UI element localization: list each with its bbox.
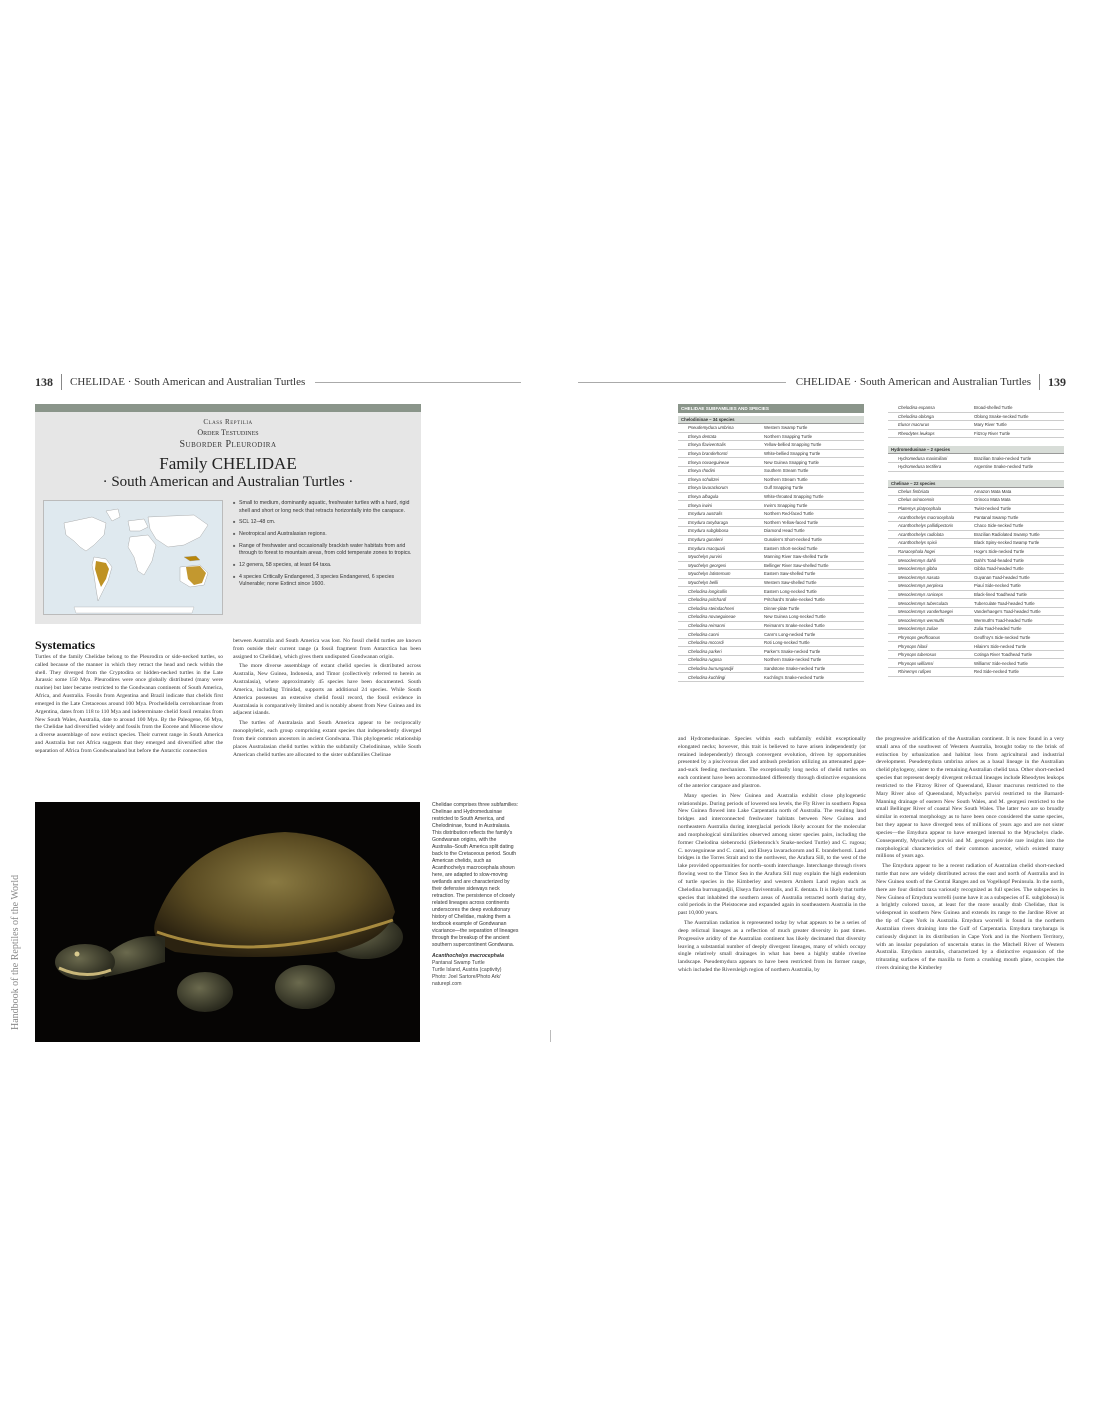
map-africa: [128, 535, 156, 575]
fact-item: ■ Small to medium, dominantly aquatic, freshwater turtles with a hard, rigid shell and short or long neck that retracts horizontally into the carapace.: [233, 500, 413, 515]
paragraph: The turtles of Australasia and South America appear to be reciprocally monophyletic, each group comprising extant species that independently diverged from their common ancestors in ancient Gondwana. This phylogenetic relationship places Australasian chelid turtles within the subfamily Chelodininae, while South American chelid turtles are allocated to the sister subfamilies Chelinae: [233, 720, 421, 758]
species-common-name: Williams' Side-necked Turtle: [974, 660, 1028, 666]
species-scientific-name: Phrynops williamsi: [898, 660, 934, 666]
species-scientific-name: Chelodina rugosa: [688, 657, 722, 663]
center-gutter-mark: [550, 1030, 551, 1042]
page-number-right: 139: [1048, 374, 1066, 389]
species-scientific-name: Chelodina longicollis: [688, 588, 728, 594]
header-separator: [61, 374, 62, 390]
turtle-leg: [275, 965, 335, 1009]
species-scientific-name: Elseya lavarackorum: [688, 485, 728, 491]
paragraph: The more diverse assemblage of extant chelid species is distributed across Australia, New Guinea, Indonesia, and Timor (collectively referred to herein as Australasia), where approximately 45 species have been documented. South America, including Trinidad, supports an additional 24 species. While South America possesses an extensive chelid fossil record, the fossil evidence in Australasia is comparatively limited and is notably absent from New Guinea and its adjacent islands.: [233, 663, 421, 717]
species-common-name: Reimann's Snake-necked Turtle: [764, 622, 825, 628]
species-row: [888, 599, 1064, 608]
chelodininae-rows: [678, 424, 864, 682]
caption-common-name: Pantanal Swamp Turtle: [432, 960, 485, 967]
species-row: [678, 630, 864, 639]
species-scientific-name: Mesoclemmys perplexa: [898, 583, 944, 589]
species-row: [888, 404, 1064, 413]
species-row: [888, 496, 1064, 505]
map-north-america: [64, 517, 106, 551]
species-common-name: White-throated Snapping Turtle: [764, 494, 824, 500]
species-scientific-name: Rheodytes leukops: [898, 431, 935, 437]
species-common-name: Pritchard's Snake-necked Turtle: [764, 597, 825, 603]
species-common-name: Vanderhaege's Toad-headed Turtle: [974, 609, 1041, 615]
species-row: [888, 591, 1064, 600]
photo-caption: [432, 802, 520, 988]
species-common-name: Northern Snapping Turtle: [764, 433, 813, 439]
species-scientific-name: Acanthochelys radiolata: [898, 531, 944, 537]
species-scientific-name: Chelodina expansa: [898, 405, 935, 411]
species-common-name: New Guinea Long-necked Turtle: [764, 614, 826, 620]
species-scientific-name: Mesoclemmys wermuthi: [898, 617, 945, 623]
species-scientific-name: Chelodina parkeri: [688, 648, 722, 654]
species-common-name: Northern Snake-necked Turtle: [764, 657, 822, 663]
fact-list: [233, 500, 413, 593]
species-common-name: Northern Red-faced Turtle: [764, 511, 814, 517]
species-common-name: Eastern Saw-shelled Turtle: [764, 571, 816, 577]
species-row: [678, 501, 864, 510]
species-scientific-name: Chelodina kuchlingi: [688, 674, 726, 680]
species-scientific-name: Phrynops hilarii: [898, 643, 928, 649]
fact-item: ■ 12 genera, 58 species, at least 64 taxa.: [233, 562, 413, 570]
species-scientific-name: Chelodina steindachneri: [688, 605, 735, 611]
chelodininae-cont-rows: [888, 404, 1064, 438]
species-common-name: Cann's Long-necked Turtle: [764, 631, 816, 637]
fact-item: ■ Neotropical and Australasian regions.: [233, 531, 413, 539]
running-head-title-left: CHELIDAE · South American and Australian Turtles: [70, 376, 306, 388]
species-row: [678, 613, 864, 622]
species-common-name: Western Saw-shelled Turtle: [764, 579, 817, 585]
world-map-svg: [44, 501, 222, 614]
hydromedusinae-rows: [888, 454, 1064, 471]
species-common-name: Geoffroy's Side-necked Turtle: [974, 634, 1031, 640]
species-scientific-name: Chelodina mccordi: [688, 640, 724, 646]
species-common-name: Black-lined Toadhead Turtle: [974, 591, 1027, 597]
species-scientific-name: Mesoclemmys gibba: [898, 566, 938, 572]
running-head-right: [578, 370, 1066, 394]
species-table-col-2: [888, 404, 1064, 677]
paragraph: Turtles of the family Chelidae belong to the Pleurodira or side-necked turtles, so called because of the manner in which they retract the head and neck within the shell. They diverged from the Cryptodira or hidden-necked turtles in the Late Jurassic some 150 Mya. Pleurodires were once globally distributed (many were marine) but later became restricted to the Gondwanan continents of South America, Africa, and Australia. Fossils from Argentina and Brazil indicate that chelids first emerged in the Late Cretaceous around 100 Mya. Prochelidella cerrobarcinae from Argentina, dates from 118 to 110 Mya and indeterminate chelid fossil remains from New South Wales, Australia, date to around 100 Mya. By the Paleogene, 66 Mya, the Chelidae had diversified widely and fossils from the Eocene and Miocene show a diverse assemblage of now extinct species. Their current range in South America and Australia but not Africa suggests that they emerged and diversified after the separation of Africa from Gondwanaland but before the Antarctic connection: [35, 654, 223, 754]
species-row: [678, 596, 864, 605]
species-row: [888, 522, 1064, 531]
species-scientific-name: Chelodina canni: [688, 631, 719, 637]
species-common-name: Mary River Turtle: [974, 422, 1007, 428]
species-scientific-name: Hydromedusa maximiliani: [898, 455, 948, 461]
species-scientific-name: Phrynops tuberosus: [898, 652, 937, 658]
species-row: [888, 430, 1064, 439]
species-scientific-name: Emydura australis: [688, 511, 723, 517]
map-new-guinea: [184, 556, 200, 561]
left-text-column-2: [233, 638, 421, 761]
species-scientific-name: Rhinemys rufipes: [898, 669, 932, 675]
species-row: [678, 536, 864, 545]
species-scientific-name: Emydura gunaleni: [688, 537, 723, 543]
header-separator: [1039, 374, 1040, 390]
species-scientific-name: Chelodina burrungandjii: [688, 665, 734, 671]
species-common-name: Bellinger River Saw-shelled Turtle: [764, 562, 829, 568]
caption-species: Acanthochelys macrocephala: [432, 953, 504, 960]
map-antarctica: [74, 607, 194, 613]
species-row: [888, 463, 1064, 472]
turtle-shell: [154, 832, 395, 957]
species-scientific-name: Chelodina oblonga: [898, 413, 934, 419]
species-common-name: Western Swamp Turtle: [764, 425, 808, 431]
species-row: [678, 665, 864, 674]
species-row: [678, 467, 864, 476]
species-common-name: Eastern Long-necked Turtle: [764, 588, 817, 594]
caption-location: Turtle Island, Austria (captivity): [432, 967, 502, 974]
species-row: [888, 668, 1064, 677]
species-row: [888, 582, 1064, 591]
species-row: [888, 556, 1064, 565]
left-page: [35, 370, 521, 1050]
species-scientific-name: Pseudemydura umbrina: [688, 425, 734, 431]
species-scientific-name: Myuchelys purvisi: [688, 554, 722, 560]
paragraph: and Hydromedusinae. Species within each subfamily exhibit exceptionally elongated necks; however, this trait is believed to have arisen independently (or retained independently) through convergent evolution, driven by opportunities presented by a piscivorous diet and ambush predation utilizing an attenuated gape-and-suck feeding mechanism. The exceptionally long necks of chelid turtles on each continent have been accommodated differently through distinctive expansions of the anterior carapace and plastron.: [678, 736, 866, 789]
species-common-name: Manning River Saw-shelled Turtle: [764, 554, 829, 560]
species-row: [888, 634, 1064, 643]
species-common-name: Guyanan Toad-headed Turtle: [974, 574, 1030, 580]
species-table-col-1: [678, 404, 864, 682]
map-asia: [148, 515, 208, 547]
species-scientific-name: Mesoclemmys nasuta: [898, 574, 940, 580]
header-bar: [35, 404, 421, 412]
running-head-left: [35, 370, 521, 394]
fact-item: ■ 4 species Critically Endangered, 3 species Endangered, 6 species Vulnerable; none Extinct since 1600.: [233, 574, 413, 589]
species-scientific-name: Acanthochelys macrocephala: [898, 514, 955, 520]
species-scientific-name: Mesoclemmys tuberculata: [898, 600, 948, 606]
species-scientific-name: Emydura macquarii: [688, 545, 726, 551]
species-scientific-name: Emydura tanybaraga: [688, 519, 728, 525]
species-row: [678, 587, 864, 596]
species-scientific-name: Elseya flaviventralis: [688, 442, 726, 448]
species-table-title: CHELIDAE SUBFAMILIES AND SPECIES: [678, 404, 864, 413]
species-row: [678, 510, 864, 519]
species-common-name: Broad-shelled Turtle: [974, 405, 1013, 411]
species-row: [678, 424, 864, 433]
species-row: [678, 450, 864, 459]
species-common-name: Parker's Snake-necked Turtle: [764, 648, 821, 654]
species-scientific-name: Elseya irwini: [688, 502, 712, 508]
species-scientific-name: Elseya albagula: [688, 494, 719, 500]
species-common-name: Pantanal Swamp Turtle: [974, 514, 1019, 520]
species-scientific-name: Chelus orinocensis: [898, 497, 935, 503]
family-subtitle: · South American and Australian Turtles ·: [102, 474, 354, 490]
species-row: [888, 488, 1064, 497]
species-common-name: Black Spiny-necked Swamp Turtle: [974, 540, 1040, 546]
turtle-leg: [177, 972, 233, 1012]
species-common-name: Eastern Short-necked Turtle: [764, 545, 818, 551]
species-common-name: Roti Long-necked Turtle: [764, 640, 810, 646]
species-common-name: Dahl's Toad-headed Turtle: [974, 557, 1024, 563]
species-scientific-name: Phrynops geoffroanus: [898, 634, 941, 640]
class-label: Class Reptilia: [203, 418, 253, 426]
species-scientific-name: Elseya dentata: [688, 433, 717, 439]
species-common-name: Hoge's Side-necked Turtle: [974, 549, 1025, 555]
species-scientific-name: Elusor macrurus: [898, 422, 930, 428]
species-row: [888, 505, 1064, 514]
species-common-name: Yellow-bellied Snapping Turtle: [764, 442, 822, 448]
species-row: [888, 539, 1064, 548]
species-row: [888, 659, 1064, 668]
species-row: [888, 454, 1064, 463]
species-common-name: Orinoco Mata Mata: [974, 497, 1011, 503]
species-scientific-name: Hydromedusa tectifera: [898, 464, 942, 470]
species-row: [678, 604, 864, 613]
species-common-name: Wermuth's Toad-headed Turtle: [974, 617, 1033, 623]
species-common-name: White-bellied Snapping Turtle: [764, 451, 821, 457]
species-row: [678, 527, 864, 536]
turtle-photo: [35, 802, 420, 1042]
spine-book-title: Handbook of the Reptiles of the World: [10, 874, 21, 1030]
species-common-name: Diamond Head Turtle: [764, 528, 805, 534]
species-row: [678, 519, 864, 528]
species-row: [678, 553, 864, 562]
species-scientific-name: Mesoclemmys vanderhaegei: [898, 609, 953, 615]
species-scientific-name: Mesoclemmys raniceps: [898, 591, 943, 597]
species-scientific-name: Myuchelys georgesi: [688, 562, 726, 568]
species-row: [678, 579, 864, 588]
species-row: [888, 565, 1064, 574]
left-text-column-1: [35, 654, 223, 758]
caption-body: Chelidae comprises three subfamilies: Chelinae and Hydromedusinae restricted to South America, and Chelodininae, found in Australasia. This distribution reflects the family's Gondwanan origins, with the Australia–South America split dating back to the Cretaceous period. South American chelids, such as Acanthochelys macrocephala shown here, are adapted to slow-moving wetlands and are characterized by their defensive sideways neck retraction. The persistence of closely related lineages across continents underscores the deep evolutionary history of Chelidae, making them a textbook example of Gondwanan vicariance—the separation of lineages through the breakup of the ancient southern supercontinent Gondwana.: [432, 802, 519, 949]
species-row: [678, 562, 864, 571]
species-row: [888, 531, 1064, 540]
species-common-name: Argentine Snake-necked Turtle: [974, 464, 1033, 470]
species-row: [678, 458, 864, 467]
species-row: [888, 513, 1064, 522]
species-common-name: Zulia Toad-headed Turtle: [974, 626, 1022, 632]
running-head-title-right: CHELIDAE · South American and Australian Turtles: [795, 376, 1031, 388]
right-text-column-1: [678, 736, 866, 977]
species-scientific-name: Emydura subglobosa: [688, 528, 729, 534]
species-common-name: Hilaire's Side-necked Turtle: [974, 643, 1027, 649]
species-common-name: Twist-necked Turtle: [974, 506, 1012, 512]
species-scientific-name: Chelodina reimanni: [688, 622, 726, 628]
species-row: [888, 574, 1064, 583]
species-common-name: Piauí Side-necked Turtle: [974, 583, 1021, 589]
species-scientific-name: Ranacephala hogei: [898, 549, 936, 555]
subfamily-heading-chelinae: Chelinae – 22 species: [888, 480, 1064, 488]
species-row: [888, 413, 1064, 422]
order-label: Order Testudines: [197, 428, 259, 437]
species-scientific-name: Elseya novaeguineae: [688, 459, 730, 465]
map-europe: [128, 519, 148, 531]
species-scientific-name: Myuchelys latisternum: [688, 571, 731, 577]
species-common-name: Gibba Toad-headed Turtle: [974, 566, 1024, 572]
paragraph: The Emydura appear to be a recent radiation of Australian chelid short-necked turtle that now are widely distributed across the east and north of Australia and in New Guinea south of the Central Ranges and on Vogelkopf Peninsula. In the north, there are four distinct taxa variously recognized as full species. The subspecies in New Guinea of Emydura worrelli (some have it as a subspecies of E. subglobosa) is a brightly colored taxon, at least for the more usually drab Chelidae, that is widespread in southern New Guinea and extends its range to the Jardine River at the tip of Cape York in Australia. Emydura worrelli is found in the northern Australian rivers draining into the Gulf of Carpentaria. Emydura tanybaraga is curiously disjunct in its distribution in Cape York and in the Northern Territory, with an insular population of uncertain status in the Mitchell River of Western Australia. Emydura australis, characterized by a distinctive expansion of the triturating surfaces of the maxilla to form a crushing mouth plate, occupies the rivers draining the Kimberley: [876, 863, 1064, 972]
species-row: [678, 441, 864, 450]
turtle-eye: [75, 952, 80, 957]
species-common-name: Northern Yellow-faced Turtle: [764, 519, 818, 525]
species-scientific-name: Myuchelys bellii: [688, 579, 719, 585]
species-scientific-name: Platemys platycephala: [898, 506, 941, 512]
family-title: Family CHELIDAE: [159, 454, 297, 473]
chelinae-rows: [888, 488, 1064, 677]
species-row: [678, 493, 864, 502]
species-row: [678, 544, 864, 553]
paragraph: The Australian radiation is represented today by what appears to be a series of deep relictual lineages as a reflection of much greater diversity in past times. Progressive aridity of the Australian continent has likely decimated that diversity leaving a substantial number of deeply divergent lineages, many of which occupy single relatively small drainages in what has been a highly stable riverine landscape. Pseudemydura appears to have been restricted from its former range, which included the Riversleigh region of northern Australia, by: [678, 920, 866, 974]
species-common-name: New Guinea Snapping Turtle: [764, 459, 819, 465]
species-scientific-name: Mesoclemmys zuliae: [898, 626, 938, 632]
species-common-name: Gunalen's Short-necked Turtle: [764, 537, 822, 543]
species-common-name: Gulf Snapping Turtle: [764, 485, 804, 491]
species-common-name: Brazilian Snake-necked Turtle: [974, 455, 1032, 461]
fact-item: ■ Range of freshwater and occasionally brackish water habitats from arid through to forest to mountain areas, from cold temperate zones to tropics.: [233, 543, 413, 558]
species-row: [888, 642, 1064, 651]
map-greenland: [106, 509, 120, 521]
subfamily-heading-hydromedusinae: Hydromedusinae – 2 species: [888, 446, 1064, 454]
species-row: [678, 639, 864, 648]
right-page: [578, 370, 1066, 1050]
species-row: [888, 421, 1064, 430]
species-row: [678, 656, 864, 665]
species-scientific-name: Elseya branderhorsti: [688, 451, 728, 457]
species-common-name: Dinner-plate Turtle: [764, 605, 800, 611]
species-scientific-name: Chelodina pritchardi: [688, 597, 727, 603]
turtle-illustration: [35, 802, 420, 1042]
species-row: [888, 625, 1064, 634]
caption-photo-credit: Photo: Joel Sartore/Photo Ark/ naturepl.com: [432, 974, 501, 988]
species-scientific-name: Mesoclemmys dahli: [898, 557, 936, 563]
fact-item: ■ SCL 12–48 cm.: [233, 519, 413, 527]
species-row: [888, 548, 1064, 557]
subfamily-heading-chelodininae: Chelodininae – 34 species: [678, 416, 864, 424]
species-scientific-name: Elseya rhodini: [688, 468, 715, 474]
species-row: [888, 651, 1064, 660]
species-common-name: Oblong Snake-necked Turtle: [974, 413, 1029, 419]
species-row: [678, 570, 864, 579]
species-common-name: Irwin's Snapping Turtle: [764, 502, 808, 508]
species-row: [678, 622, 864, 631]
paragraph: Many species in New Guinea and Australia exhibit close phylogenetic relationships. During periods of lowered sea levels, the Fly River in southern Papua New Guinea flowed into Lake Carpentaria north of Australia. The resulting land bridges and interconnected freshwater habitats between New Guinea and northeastern Australia during interglacial periods likely account for the molecular and morphological similarities observed among sister species pairs, including the former Chelodina siebenrocki (Siebenrock's Snake-necked Turtle) and C. rugosa; C. novaeguineae and C. canni, and Elseya lavarackorum and E. branderhorsti. Land bridges in the Torres Strait and to the northwest, the Arafura Sill, to the west of the lake provided opportunities for north–south interchange. Interchange through rivers flowing west to the Timor Sea in the Arafura Sill may explain the high endemism of turtle species in the Kimberley and western Arnhem Land region such as Chelodina burrungandjii, Elseya flaviventralis, and E. dentata. It is likely that turtle species that inhabited the southern areas of Australia retracted north during dry, cold periods in the Pleistocene and expanded again in southeastern Australia in the past 10,000 years.: [678, 792, 866, 917]
right-text-column-2: [876, 736, 1064, 975]
species-row: [678, 484, 864, 493]
species-common-name: Tuberculate Toad-headed Turtle: [974, 600, 1035, 606]
species-common-name: Southern Stream Turtle: [764, 468, 809, 474]
species-common-name: Chaco Side-necked Turtle: [974, 523, 1024, 529]
header-rule: [578, 382, 786, 383]
species-common-name: Fitzroy River Turtle: [974, 431, 1011, 437]
species-common-name: Northern Stream Turtle: [764, 476, 808, 482]
paragraph: the progressive aridification of the Australian continent. It is now found in a very small area of the southwest of Western Australia, brought today to the brink of extinction by urbanization and habitat loss from agricultural and industrial development. Pseudemydura umbrina arises as a basal lineage in the Australian chelid phylogeny, sister to the remaining Australian chelid taxa. Other short-necked species that represent deeply divergent relictual lineages include Rheodytes leukops restricted to the Fitzroy River of Queensland, Elusor macrurus restricted to the Mary River also of Queensland, Myuchelys purvisi restricted to the Barnard-Manning drainage of eastern New South Wales, and M. georgesi restricted to the small Bellinger River of coastal New South Wales. The latter two are so broadly similar in external morphology as to have been once considered the same species, but they appear to have diverged tens of millions of years ago and are not sister species—the Emydura appear to have emerged internal to the Myuchelys clade. Consequently, Myuchelys purvisi and M. georgesi provide rare insights into the morphological characteristics of their common ancestor, which existed many millions of years ago.: [876, 736, 1064, 860]
suborder-label: Suborder Pleurodira: [179, 439, 277, 450]
section-title-systematics: Systematics: [35, 638, 95, 652]
species-scientific-name: Chelus fimbriata: [898, 488, 930, 494]
species-common-name: Kuchling's Snake-necked Turtle: [764, 674, 825, 680]
family-header-box: [35, 404, 421, 624]
species-row: [678, 433, 864, 442]
page-number-left: 138: [35, 374, 53, 389]
species-row: [678, 476, 864, 485]
species-common-name: Brazilian Radiolated Swamp Turtle: [974, 531, 1040, 537]
species-scientific-name: Acanthochelys pallidipectoris: [898, 523, 954, 529]
species-row: [888, 608, 1064, 617]
distribution-map: [43, 500, 223, 615]
species-scientific-name: Acanthochelys spixii: [898, 540, 937, 546]
species-common-name: Red Side-necked Turtle: [974, 669, 1019, 675]
paragraph: between Australia and South America was lost. No fossil chelid turtles are known from outside their current range (a fossil fragment from Antarctica has been assigned to Chelidae), which gives them undisputed Gondwanan origin.: [233, 638, 421, 660]
species-row: [678, 673, 864, 682]
species-common-name: Sandstone Snake-necked Turtle: [764, 665, 826, 671]
species-row: [678, 647, 864, 656]
species-common-name: Amazon Mata Mata: [974, 488, 1012, 494]
species-common-name: Cotinga River Toadhead Turtle: [974, 652, 1032, 658]
species-scientific-name: Elseya schultzei: [688, 476, 719, 482]
header-rule: [315, 382, 521, 383]
species-scientific-name: Chelodina novaeguineae: [688, 614, 736, 620]
species-row: [888, 616, 1064, 625]
